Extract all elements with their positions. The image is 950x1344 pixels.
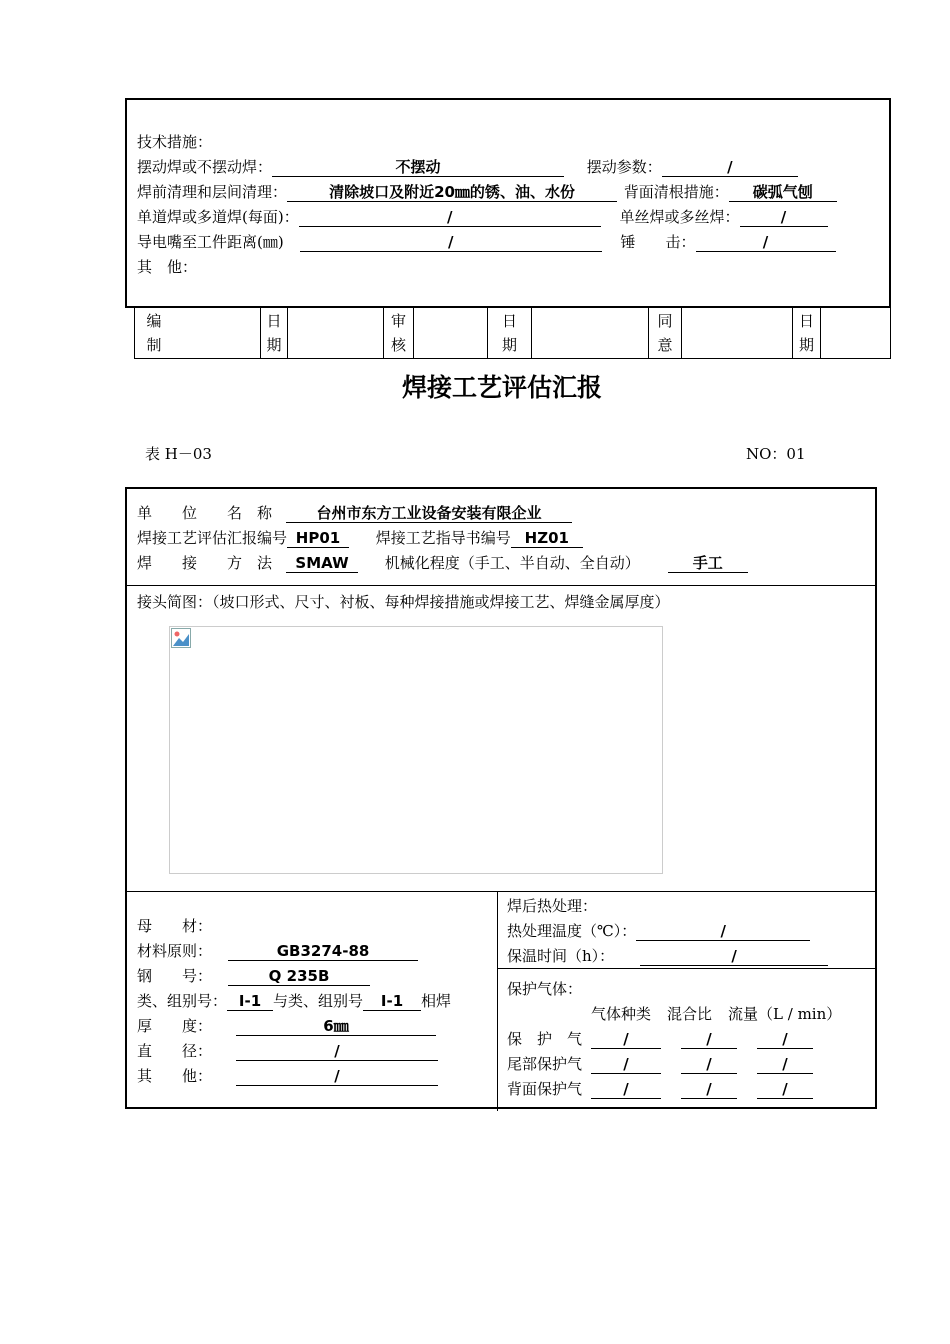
gas-type-value: / <box>591 1080 661 1099</box>
mech-label: 机械化程度（手工、半自动、全自动） <box>384 554 640 572</box>
group-label: 类、组别号： <box>137 992 228 1010</box>
diameter-label: 直 径： <box>137 1042 213 1060</box>
gas-flow-value: / <box>757 1080 813 1099</box>
pwht-temp-value: / <box>636 922 810 941</box>
method-row <box>137 553 748 573</box>
gas-title: 保护气体： <box>507 980 583 998</box>
thickness-label: 厚 度： <box>137 1017 213 1035</box>
swing-param-label: 摆动参数： <box>586 158 662 176</box>
distance-value: / <box>300 233 602 252</box>
pwht-time-label: 保温时间（h）： <box>507 947 615 965</box>
signoff-row <box>134 307 891 359</box>
signoff-date1-label: 日 期 <box>260 307 287 359</box>
steel-label: 钢 号： <box>137 967 213 985</box>
method-value: SMAW <box>286 554 358 573</box>
hammer-label: 锤 击： <box>620 233 696 251</box>
joint-diagram-label: 接头简图：（坡口形式、尺寸、衬板、每种焊接措施或焊接工艺、焊缝金属厚度） <box>137 593 670 611</box>
mech-value: 手工 <box>668 554 748 573</box>
swing-param-value: / <box>662 158 798 177</box>
group-end-label: 相焊 <box>421 992 452 1010</box>
gas-type-value: / <box>591 1055 661 1074</box>
guide-no-label: 焊接工艺指导书编号 <box>375 529 511 547</box>
material-other-label: 其 他： <box>137 1067 213 1085</box>
thickness-row <box>137 1016 436 1036</box>
pwht-time-row <box>507 946 828 966</box>
group-mid-label: 与类、组别号 <box>273 992 364 1010</box>
signoff-date3-label: 日 期 <box>792 307 820 359</box>
distance-label: 导电嘴至工件距离(㎜) <box>137 233 284 251</box>
hammer-value: / <box>696 233 836 252</box>
unit-value: 台州市东方工业设备安装有限企业 <box>286 504 572 523</box>
swing-label: 摆动焊或不摆动焊： <box>137 158 273 176</box>
report-box <box>125 487 877 1109</box>
signoff-review-label: 审 核 <box>383 307 413 359</box>
gas-col-ratio: 混合比 <box>667 1005 713 1023</box>
gas-flow-value: / <box>757 1055 813 1074</box>
form-number: 表 H－03 <box>145 445 212 463</box>
diameter-value: / <box>236 1042 438 1061</box>
std-label: 材料原则： <box>137 942 213 960</box>
back-clean-label: 背面清根措施： <box>623 183 729 201</box>
other-label: 其 他： <box>137 258 198 276</box>
swing-row <box>137 157 798 177</box>
diameter-row <box>137 1041 438 1061</box>
group-value-2: Ⅰ-1 <box>363 992 421 1011</box>
pwht-temp-label: 热处理温度（℃）： <box>507 922 637 940</box>
gas-col-flow: 流量（L / min） <box>728 1005 842 1023</box>
method-label: 焊 接 方 法 <box>137 554 273 572</box>
clean-value: 清除坡口及附近20㎜的锈、油、水份 <box>287 183 617 202</box>
joint-diagram-image <box>169 626 663 874</box>
distance-row <box>137 232 836 252</box>
std-value: GB3274-88 <box>228 942 418 961</box>
signoff-approve-label: 同 意 <box>648 307 681 359</box>
tech-title: 技术措施： <box>137 133 213 151</box>
report-no-value: HP01 <box>287 529 349 548</box>
steel-value: Q 235B <box>228 967 370 986</box>
wire-value: / <box>740 208 828 227</box>
gas-row-label: 保 护 气 <box>507 1030 583 1048</box>
gas-flow-value: / <box>757 1030 813 1049</box>
gas-ratio-value: / <box>681 1055 737 1074</box>
thickness-value: 6㎜ <box>236 1017 436 1036</box>
unit-label: 单 位 名 称 <box>137 504 273 522</box>
report-title: 焊接工艺评估汇报 <box>401 373 602 402</box>
gas-row-shield <box>507 1029 813 1049</box>
material-other-row <box>137 1066 438 1086</box>
pwht-title: 焊后热处理： <box>507 897 598 915</box>
signoff-editor-label: 编 制 <box>146 312 162 354</box>
base-material-label: 母 材： <box>137 917 213 935</box>
gas-row-trailing <box>507 1054 813 1074</box>
material-other-value: / <box>236 1067 438 1086</box>
report-no-row <box>137 528 583 548</box>
guide-no-value: HZ01 <box>511 529 583 548</box>
pass-row <box>137 207 828 227</box>
back-clean-value: 碳弧气刨 <box>729 183 837 202</box>
signoff-date2-label: 日 期 <box>487 307 531 359</box>
swing-value: 不摆动 <box>272 158 564 177</box>
pwht-temp-row <box>507 921 810 941</box>
gas-header-row <box>591 1004 841 1024</box>
broken-image-icon <box>171 628 191 648</box>
wire-label: 单丝焊或多丝焊： <box>619 208 740 226</box>
std-row <box>137 941 418 961</box>
clean-row <box>137 182 837 202</box>
gas-ratio-value: / <box>681 1030 737 1049</box>
steel-row <box>137 966 370 986</box>
gas-row-label: 背面保护气 <box>507 1080 583 1098</box>
pwht-time-value: / <box>640 947 828 966</box>
group-value-1: Ⅰ-1 <box>227 992 273 1011</box>
pass-value: / <box>299 208 601 227</box>
clean-label: 焊前清理和层间清理： <box>137 183 288 201</box>
tech-measures-box <box>125 98 891 308</box>
gas-row-label: 尾部保护气 <box>507 1055 583 1073</box>
gas-ratio-value: / <box>681 1080 737 1099</box>
gas-col-type: 气体种类 <box>591 1005 652 1023</box>
pass-label: 单道焊或多道焊(每面)： <box>137 208 299 226</box>
report-no-label: 焊接工艺评估汇报编号 <box>137 529 288 547</box>
report-number: NO：01 <box>746 445 806 463</box>
group-row <box>137 991 451 1011</box>
gas-type-value: / <box>591 1030 661 1049</box>
unit-row <box>137 503 572 523</box>
gas-row-backing <box>507 1079 813 1099</box>
